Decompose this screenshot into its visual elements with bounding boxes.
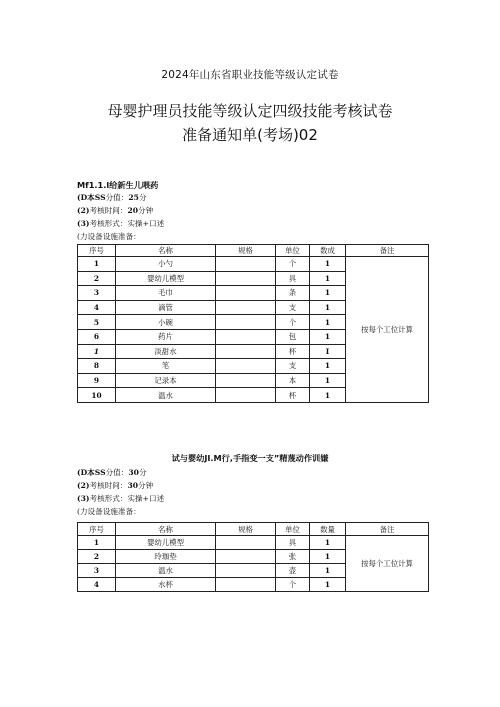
cell-qty: 1 bbox=[310, 578, 346, 592]
cell-no: 1 bbox=[78, 536, 116, 550]
cell-unit: 杯 bbox=[276, 344, 310, 359]
cell-no: 4 bbox=[78, 300, 116, 315]
section2-equipment-label: (力设备设施准备： bbox=[77, 507, 141, 516]
section2-title: 试与婴幼JI.M行,手指变一支”精蔑动作训嫌 bbox=[171, 453, 329, 463]
cell-spec bbox=[216, 373, 276, 388]
cell-unit: 具 bbox=[276, 271, 310, 286]
cell-unit: 张 bbox=[276, 550, 310, 564]
section1-equipment-label: (力设备设施准备： bbox=[77, 232, 141, 241]
cell-no: 10 bbox=[78, 388, 116, 403]
cell-name: 滴管 bbox=[116, 300, 216, 315]
col-header-unit: 单位 bbox=[276, 523, 310, 536]
table-header-row bbox=[78, 245, 429, 257]
cell-unit: 本 bbox=[276, 373, 310, 388]
cell-spec bbox=[216, 286, 276, 301]
cell-unit: 杯 bbox=[276, 388, 310, 403]
section1-info bbox=[77, 191, 164, 243]
col-header-qty: 数成 bbox=[310, 245, 346, 257]
cell-spec bbox=[216, 578, 276, 592]
cell-unit: 包 bbox=[276, 329, 310, 344]
section2-info bbox=[77, 466, 164, 518]
cell-name: 婴幼儿模型 bbox=[116, 536, 216, 550]
section1-score: (D本SS分值：25分 bbox=[77, 193, 147, 202]
cell-spec bbox=[216, 329, 276, 344]
cell-unit: 个 bbox=[276, 257, 310, 272]
cell-name: 小勺 bbox=[116, 257, 216, 272]
col-header-name: 名称 bbox=[116, 523, 216, 536]
cell-qty: 1 bbox=[310, 564, 346, 578]
col-header-spec: 规格 bbox=[216, 523, 276, 536]
cell-spec bbox=[216, 536, 276, 550]
cell-name: 记录本 bbox=[116, 373, 216, 388]
col-header-note: 备注 bbox=[346, 245, 429, 257]
cell-name: 笔 bbox=[116, 359, 216, 374]
cell-no: 4 bbox=[78, 578, 116, 592]
cell-unit: 支 bbox=[276, 300, 310, 315]
cell-unit: 条 bbox=[276, 286, 310, 301]
cell-qty: 1 bbox=[310, 329, 346, 344]
cell-no: 2 bbox=[78, 271, 116, 286]
cell-note: 按每个工位计算 bbox=[346, 257, 429, 403]
cell-qty: 1 bbox=[310, 315, 346, 330]
cell-note: 按每个工位计算 bbox=[346, 536, 429, 592]
cell-unit: 支 bbox=[276, 359, 310, 374]
exam-header: 2024年山东省职业技能等级认定试卷 bbox=[161, 69, 339, 81]
table-row bbox=[78, 536, 429, 550]
cell-unit: 具 bbox=[276, 536, 310, 550]
cell-name: 玲珈垫 bbox=[116, 550, 216, 564]
cell-qty: 1 bbox=[310, 271, 346, 286]
cell-name: 水杯 bbox=[116, 578, 216, 592]
cell-no: 1 bbox=[78, 344, 116, 359]
cell-qty: 1 bbox=[310, 550, 346, 564]
cell-no: 1 bbox=[78, 257, 116, 272]
cell-name: 婴幼儿模型 bbox=[116, 271, 216, 286]
section2-score: (D本SS分值：30分 bbox=[77, 468, 147, 477]
cell-unit: 壶 bbox=[276, 564, 310, 578]
cell-name: 温水 bbox=[116, 388, 216, 403]
cell-no: 9 bbox=[78, 373, 116, 388]
cell-qty: 1 bbox=[310, 257, 346, 272]
col-header-unit: 单位 bbox=[276, 245, 310, 257]
cell-unit: 个 bbox=[276, 578, 310, 592]
cell-name: 淡甜水 bbox=[116, 344, 216, 359]
table-row bbox=[78, 257, 429, 272]
col-header-no: 序号 bbox=[78, 245, 116, 257]
cell-spec bbox=[216, 300, 276, 315]
section1-time: (2)考核时间：20分钟 bbox=[77, 206, 154, 215]
cell-spec bbox=[216, 271, 276, 286]
cell-no: 8 bbox=[78, 359, 116, 374]
col-header-qty: 数量 bbox=[310, 523, 346, 536]
cell-qty: 1 bbox=[310, 300, 346, 315]
cell-qty: 1 bbox=[310, 536, 346, 550]
cell-spec bbox=[216, 388, 276, 403]
document-subtitle: 准备通知单(考场)02 bbox=[182, 126, 318, 144]
section2-equipment-table bbox=[77, 522, 429, 592]
cell-qty: 1 bbox=[310, 286, 346, 301]
cell-spec bbox=[216, 344, 276, 359]
cell-name: 毛巾 bbox=[116, 286, 216, 301]
cell-qty: 1 bbox=[310, 373, 346, 388]
cell-unit: 个 bbox=[276, 315, 310, 330]
table-header-row bbox=[78, 523, 429, 536]
cell-spec bbox=[216, 257, 276, 272]
cell-no: 5 bbox=[78, 315, 116, 330]
cell-no: 3 bbox=[78, 286, 116, 301]
col-header-name: 名称 bbox=[116, 245, 216, 257]
cell-spec bbox=[216, 315, 276, 330]
section1-title: Mf1.1.l给新生儿喂药 bbox=[77, 180, 159, 190]
cell-no: 3 bbox=[78, 564, 116, 578]
section2-form: (3)考核形式：实操+口述 bbox=[77, 494, 165, 503]
cell-name: 药片 bbox=[116, 329, 216, 344]
cell-qty: 1 bbox=[310, 359, 346, 374]
col-header-spec: 规格 bbox=[216, 245, 276, 257]
cell-no: 6 bbox=[78, 329, 116, 344]
document-title: 母婴护理员技能等级认定四级技能考核试卷 bbox=[107, 102, 393, 120]
cell-qty: I bbox=[310, 344, 346, 359]
cell-spec bbox=[216, 564, 276, 578]
cell-spec bbox=[216, 359, 276, 374]
cell-no: 2 bbox=[78, 550, 116, 564]
section1-form: (3)考核形式：实操+口述 bbox=[77, 219, 165, 228]
section1-equipment-table bbox=[77, 244, 429, 403]
cell-name: 小碗 bbox=[116, 315, 216, 330]
cell-name: 温水 bbox=[116, 564, 216, 578]
col-header-note: 备注 bbox=[346, 523, 429, 536]
cell-qty: 1 bbox=[310, 388, 346, 403]
col-header-no: 序号 bbox=[78, 523, 116, 536]
section2-time: (2)考核时间：30分钟 bbox=[77, 481, 154, 490]
cell-spec bbox=[216, 550, 276, 564]
